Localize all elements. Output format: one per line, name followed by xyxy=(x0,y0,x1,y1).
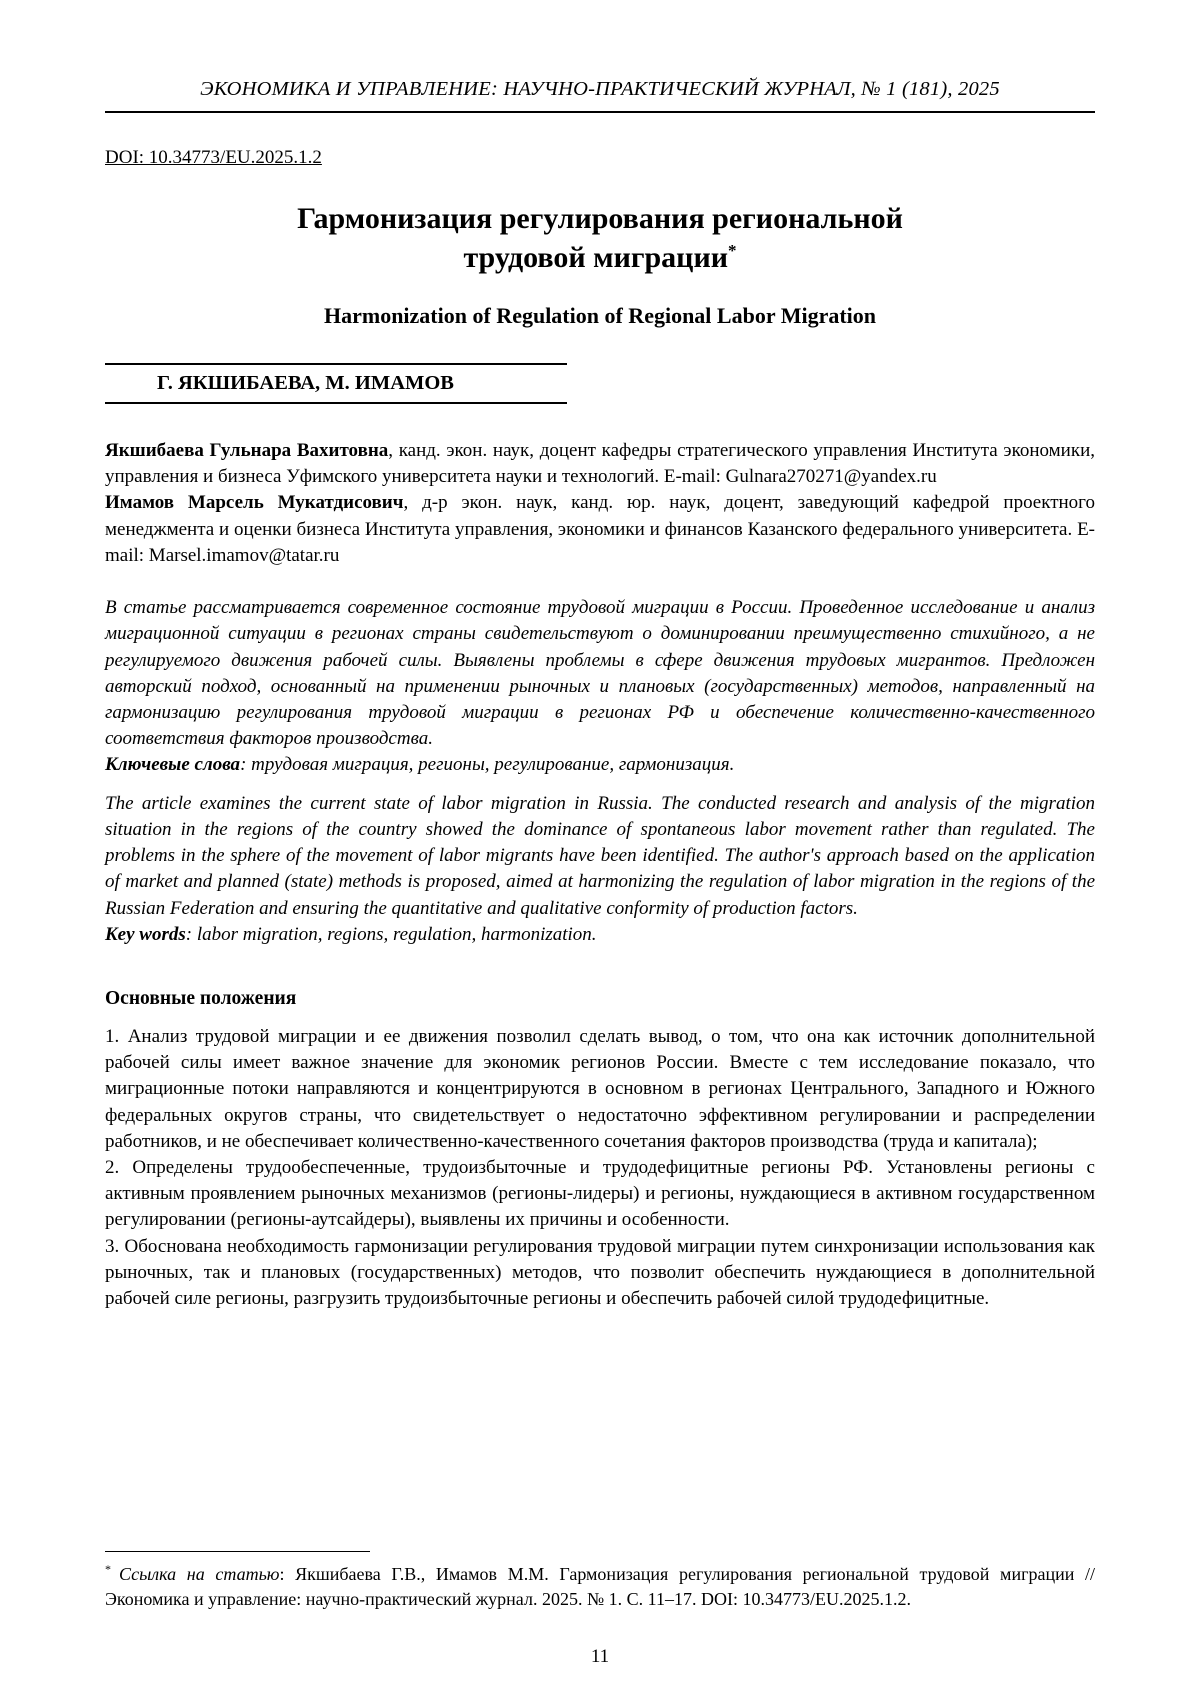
main-point-3: 3. Обоснована необходимость гармонизации регулирования трудовой миграции путем синхронизации использования как рыночных, так и плановых (государственных) методов, что позволит обеспечить нуждающиеся в дополнительной рабочей силе регионы, разгрузить трудоизбыточные регионы и обеспечить рабочей силой трудодефицитные. xyxy=(105,1235,1095,1310)
title-ru-line2: трудовой миграции xyxy=(463,241,729,274)
author2-bio: , д-р экон. наук, канд. юр. наук, доцент, заведующий кафедрой проектного менеджмента и оценки бизнеса Института управления, экономики и финансов Казанского федерального университета. E-mail: Marsel.imamov@tatar.ru xyxy=(105,492,1096,566)
abstract-russian xyxy=(105,595,1095,779)
main-points-list xyxy=(105,1024,1095,1312)
author1-bio: , канд. экон. наук, доцент кафедры стратегического управления Института экономики, управления и бизнеса Уфимского университета науки и технологий. E-mail: Gulnara270271@yandex.ru xyxy=(105,440,1095,488)
page-number: 11 xyxy=(590,1646,610,1667)
footnote-marker: * xyxy=(105,1562,111,1577)
doi-line xyxy=(105,147,1095,169)
keywords-en-label: Key words xyxy=(105,923,186,945)
keywords-ru-text: : трудовая миграция, регионы, регулирование, гармонизация. xyxy=(240,754,735,776)
title-ru-line1: Гармонизация регулирования региональной xyxy=(297,202,903,235)
keywords-en-text: : labor migration, regions, regulation, harmonization. xyxy=(185,923,597,945)
title-footnote-marker: * xyxy=(728,241,737,260)
section-heading-main-points: Основные положения xyxy=(105,987,297,1009)
author-bios xyxy=(105,438,1095,569)
footnote-divider xyxy=(105,1551,370,1552)
keywords-ru-label: Ключевые слова xyxy=(105,754,241,776)
citation-footnote xyxy=(105,1562,1095,1612)
whitespace-spacer xyxy=(105,1312,1095,1551)
doi-text: DOI: 10.34773/EU.2025.1.2 xyxy=(105,147,322,168)
abstract-english xyxy=(105,791,1095,948)
author1-name: Якшибаева Гульнара Вахитовна xyxy=(105,440,389,461)
abstract-ru-text: В статье рассматривается современное состояние трудовой миграции в России. Проведенное исследование и анализ миграционной ситуации в регионах страны свидетельствуют о доминировании преимущественно стихийного, а не регулируемого движения рабочей силы. Выявлены проблемы в сфере движения трудовых мигрантов. Предложен авторский подход, основанный на применении рыночных и плановых (государственных) методов, направленный на гармонизацию регулирования трудовой миграции в регионах РФ и обеспечение количественно-качественного соответствия факторов производства. xyxy=(105,597,1095,750)
main-point-1: 1. Анализ трудовой миграции и ее движения позволил сделать вывод, о том, что она как источник дополнительной рабочей силы имеет важное значение для экономик регионов России. Вместе с тем исследование показало, что миграционные потоки направляются и концентрируются в основном в регионах Центрального, Западного и Южного федеральных округов страны, что свидетельствует о недостаточно эффективном регулировании и распределении работников, и не обеспечивает количественно-качественного сочетания факторов производства (труда и капитала); xyxy=(105,1025,1095,1152)
footnote-label: Ссылка на статью xyxy=(119,1564,280,1585)
abstract-en-text: The article examines the current state of labor migration in Russia. The conducted research and analysis of the migration situation in the regions of the country showed the dominance of spontaneous labor movement rather than regulated. The problems in the sphere of the movement of labor migrants have been identified. The author's approach based on the application of market and planned (state) methods is proposed, aimed at harmonizing the regulation of labor migration in the regions of the Russian Federation and ensuring the quantitative and qualitative conformity of production factors. xyxy=(105,792,1095,919)
authors-line: Г. ЯКШИБАЕВА, М. ИМАМОВ xyxy=(105,363,567,404)
footnote-citation: : Якшибаева Г.В., Имамов М.М. Гармонизация регулирования региональной трудовой миграции // Экономика и управление: научно-практический журнал. 2025. № 1. С. 11–17. DOI: 10.34773/EU.2025.1.2. xyxy=(105,1564,1095,1610)
main-point-2: 2. Определены трудообеспеченные, трудоизбыточные и трудодефицитные регионы РФ. Установлены регионы с активным проявлением рыночных механизмов (регионы-лидеры) и регионы, нуждающиеся в активном государственном регулировании (регионы-аутсайдеры), выявлены их причины и особенности. xyxy=(105,1157,1095,1231)
article-title-en: Harmonization of Regulation of Regional Labor Migration xyxy=(323,303,877,328)
author2-name: Имамов Марсель Мукатдисович xyxy=(105,492,404,514)
article-title-ru xyxy=(105,199,1095,277)
journal-header: ЭКОНОМИКА И УПРАВЛЕНИЕ: НАУЧНО-ПРАКТИЧЕСКИЙ ЖУРНАЛ, № 1 (181), 2025 xyxy=(105,78,1095,113)
